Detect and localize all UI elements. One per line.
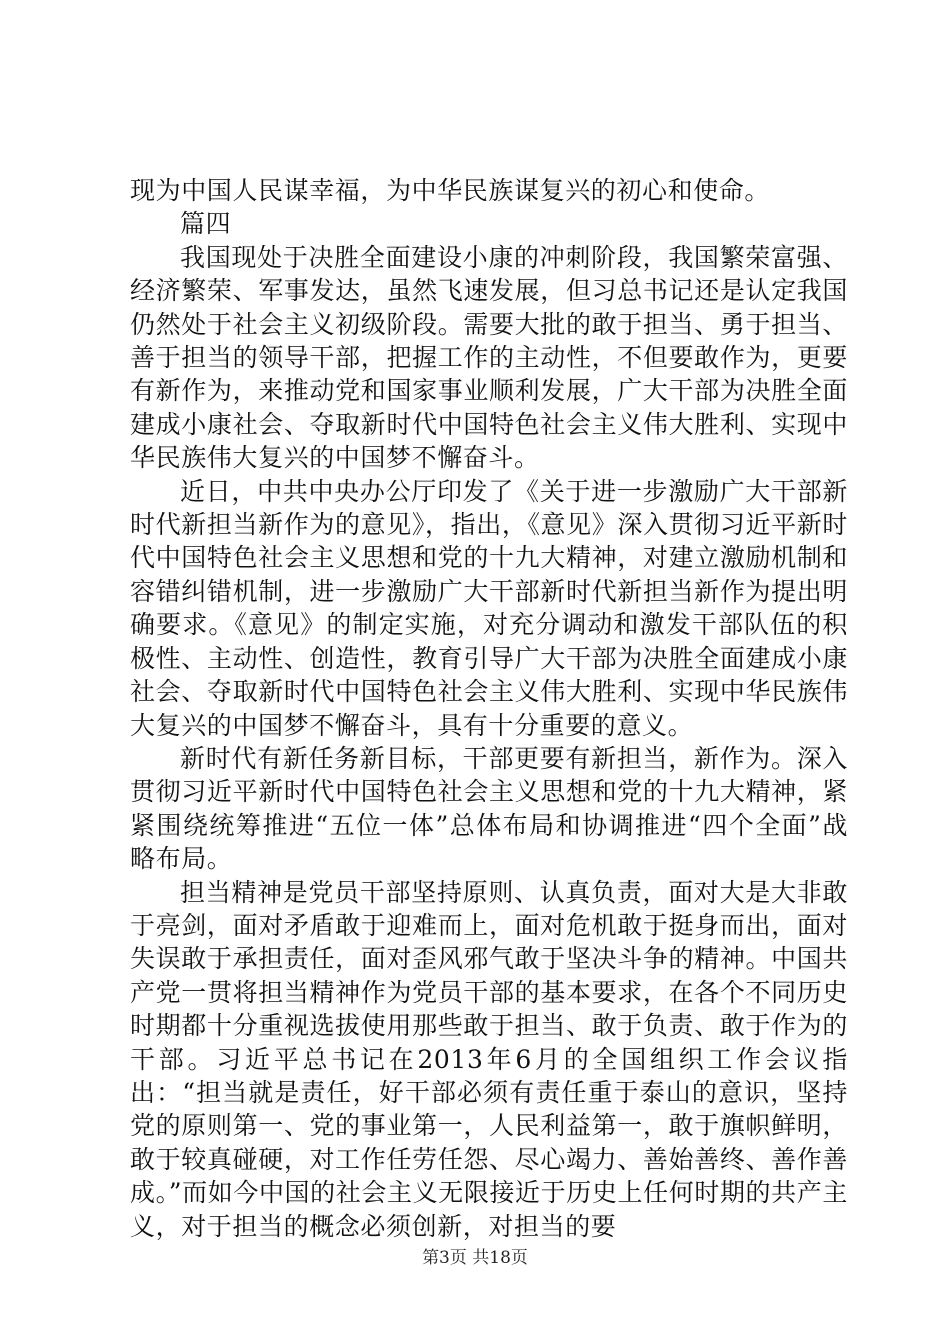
paragraph: 近日，中共中央办公厅印发了《关于进一步激励广大干部新时代新担当新作为的意见》，指出，《意见》深入贯彻习近平新时代中国特色社会主义思想和党的十九大精神，对建立激励机制和容错纠错机制，进一步激励广大干部新时代新担当新作为提出明确要求。《意见》的制定实施，对充分调动和激发干部队伍的积极性、主动性、创造性，教育引导广大干部为决胜全面建成小康社会、夺取新时代中国特色社会主义伟大胜利、实现中华民族伟大复兴的中国梦不懈奋斗，具有十分重要的意义。 [130, 476, 848, 740]
page-footer [0, 1243, 950, 1268]
lead-line: 现为中国人民谋幸福，为中华民族谋复兴的初心和使命。 [130, 176, 771, 205]
section-title: 篇四 [180, 209, 232, 239]
document-body [130, 174, 848, 1243]
paragraph: 新时代有新任务新目标，干部更要有新担当，新作为。深入贯彻习近平新时代中国特色社会主义思想和党的十九大精神，紧紧围绕统筹推进“五位一体”总体布局和协调推进“四个全面”战略布局。 [130, 743, 848, 874]
paragraph: 我国现处于决胜全面建设小康的冲刺阶段，我国繁荣富强、经济繁荣、军事发达，虽然飞速发展，但习总书记还是认定我国仍然处于社会主义初级阶段。需要大批的敢于担当、勇于担当、善于担当的领导干部，把握工作的主动性，不但要敢作为，更要有新作为，来推动党和国家事业顺利发展，广大干部为决胜全面建成小康社会、夺取新时代中国特色社会主义伟大胜利、实现中华民族伟大复兴的中国梦不懈奋斗。 [130, 242, 848, 473]
paragraph: 担当精神是党员干部坚持原则、认真负责，面对大是大非敢于亮剑，面对矛盾敢于迎难而上，面对危机敢于挺身而出，面对失误敢于承担责任，面对歪风邪气敢于坚决斗争的精神。中国共产党一贯将担当精神作为党员干部的基本要求，在各个不同历史时期都十分重视选拔使用那些敢于担当、敢于负责、敢于作为的干部。习近平总书记在2013年6月的全国组织工作会议指出：“担当就是责任，好干部必须有责任重于泰山的意识，坚持党的原则第一、党的事业第一，人民利益第一，敢于旗帜鲜明，敢于较真碰硬，对工作任劳任怨、尽心竭力、善始善终、善作善成。”而如今中国的社会主义无限接近于历史上任何时期的共产主义，对于担当的概念必须创新，对担当的要 [130, 877, 848, 1241]
page-number-text: 第3页 共18页 [422, 1248, 528, 1268]
